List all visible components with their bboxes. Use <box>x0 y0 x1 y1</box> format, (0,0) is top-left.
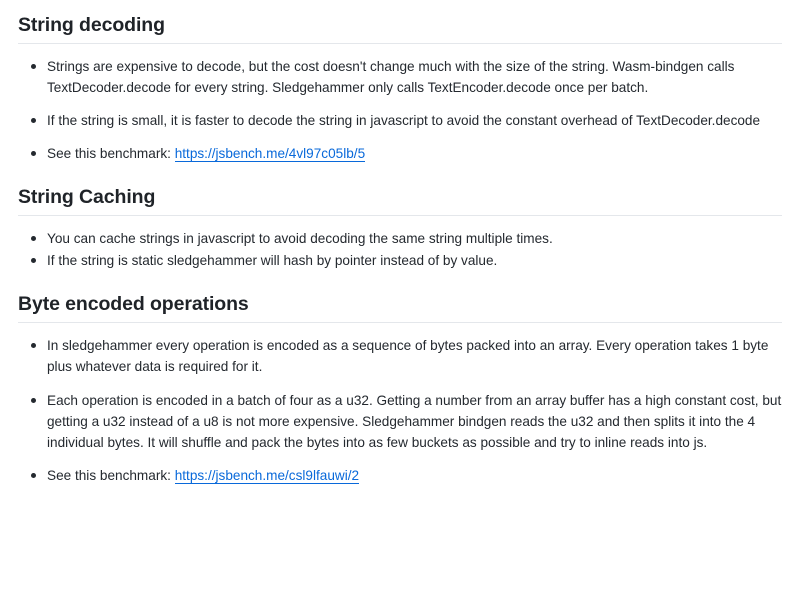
list-item <box>18 56 782 98</box>
list-item <box>18 228 782 249</box>
bullet-dot-icon <box>31 64 36 69</box>
document-section <box>18 14 782 164</box>
list-item-text: See this benchmark: <box>47 467 175 483</box>
bullet-dot-icon <box>31 118 36 123</box>
benchmark-link[interactable]: https://jsbench.me/4vl97c05lb/5 <box>174 146 366 162</box>
list-item-text: You can cache strings in javascript to avoid decoding the same string multiple times. <box>47 231 553 247</box>
bullet-list <box>18 228 782 271</box>
section-heading: String decoding <box>18 14 782 44</box>
list-item-text: In sledgehammer every operation is encoded as a sequence of bytes packed into an array. Every operation takes 1 byte plus whatever data is required for it. <box>47 338 769 375</box>
list-item <box>18 250 782 271</box>
benchmark-link[interactable]: https://jsbench.me/csl9lfauwi/2 <box>174 467 360 483</box>
list-item-text: If the string is small, it is faster to decode the string in javascript to avoid the constant overhead of TextDecoder.decode <box>47 113 761 129</box>
list-item-text: Each operation is encoded in a batch of four as a u32. Getting a number from an array buffer has a high constant cost, but getting a u32 instead of a u8 is not more expensive. Sledgehammer bindgen reads the u32 and then splits it into the 4 individual bytes. It will shuffle and pack the bytes into as few buckets as possible and try to inline reads into js. <box>47 392 782 450</box>
list-item <box>18 110 782 131</box>
bullet-dot-icon <box>31 473 36 478</box>
bullet-list <box>18 335 782 485</box>
bullet-dot-icon <box>31 258 36 263</box>
list-item <box>18 335 782 377</box>
document-section <box>18 293 782 485</box>
bullet-dot-icon <box>31 398 36 403</box>
bullet-dot-icon <box>31 236 36 241</box>
bullet-dot-icon <box>31 343 36 348</box>
list-item <box>18 143 782 164</box>
bullet-list <box>18 56 782 164</box>
list-item-text: If the string is static sledgehammer will hash by pointer instead of by value. <box>47 253 498 269</box>
document-section <box>18 186 782 271</box>
bullet-dot-icon <box>31 151 36 156</box>
section-heading: Byte encoded operations <box>18 293 782 323</box>
list-item-text: Strings are expensive to decode, but the cost doesn't change much with the size of the string. Wasm-bindgen calls TextDecoder.decode for every string. Sledgehammer only calls TextEncoder.decode once per batch. <box>47 59 735 96</box>
section-heading: String Caching <box>18 186 782 216</box>
list-item <box>18 465 782 486</box>
list-item-text: See this benchmark: <box>47 146 175 162</box>
list-item <box>18 390 782 453</box>
sections-container <box>18 14 782 486</box>
bottom-spacer <box>18 486 782 504</box>
